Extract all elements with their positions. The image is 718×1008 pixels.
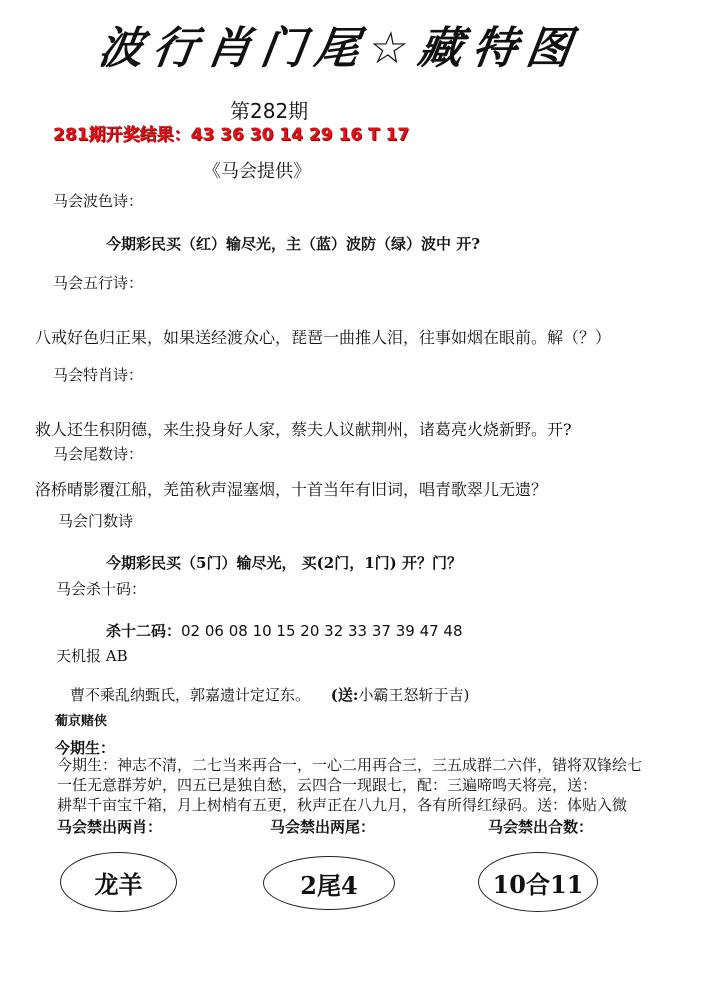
weishu-label: 马会尾数诗： <box>53 445 144 463</box>
puzhou-line-3: 耕犁千亩宝千箱，月上树梢有五更，秋声正在八九月，各有所得红绿码。送：体贴入微 <box>57 796 628 814</box>
puzhou-sub-label: 今期生： <box>55 739 116 757</box>
puzhou-line-1: 今期生：神志不清，二七当来再合一，一心二用再合三，三五成群二六伴，错将双锋绘七 <box>57 756 643 774</box>
texiao-line: 救人还生积阴德，来生投身好人家，蔡夫人议献荆州，诸葛亮火烧新野。开? <box>35 420 572 439</box>
bose-line: 今期彩民买（红）输尽光，主（蓝）波防（绿）波中 开? <box>106 235 481 253</box>
ban-label-tail: 马会禁出两尾： <box>270 818 376 836</box>
tianji-send-label: (送: <box>330 686 359 704</box>
page-title: 波行肖门尾☆藏特图 <box>95 23 585 74</box>
wuxing-line: 八戒好色归正果，如果送经渡众心，琵琶一曲推人泪，往事如烟在眼前。解（？） <box>35 328 612 347</box>
issue-number: 第282期 <box>230 99 309 123</box>
ban-value-sum-text: 10合11 <box>492 869 584 899</box>
bose-label: 马会波色诗： <box>53 192 144 210</box>
sha-line-label: 杀十二码： <box>106 622 182 640</box>
sha-numbers: 02 06 08 10 15 20 32 33 37 39 47 48 <box>181 622 463 640</box>
tianji-line-wrap <box>70 684 469 705</box>
tianji-line: 曹不乘乱纳甄氏，郭嘉遗计定辽东。 <box>70 686 311 704</box>
ban-value-zodiac <box>60 852 177 912</box>
puzhou-line-2: 一任无意群芳妒，四五已是独自愁，云四合一现跟七，配：三遍啼鸣天将亮，送： <box>57 776 598 794</box>
tianji-send-text: 小霸王怒斩于吉) <box>358 686 470 704</box>
ban-value-tail-text: 2尾4 <box>300 870 358 900</box>
wuxing-label: 马会五行诗： <box>53 274 144 292</box>
weishu-line: 洛桥晴影覆江船，羌笛秋声湿塞烟，十首当年有旧词，唱青歌翠儿无遗？ <box>35 480 548 499</box>
sha-label: 马会杀十码： <box>56 580 147 598</box>
ban-value-zodiac-text: 龙羊 <box>94 869 143 899</box>
menshu-label: 马会门数诗 <box>58 512 134 530</box>
puzhou-label: 葡京赌侠 <box>55 714 108 729</box>
tianji-label: 天机报 AB <box>56 647 128 665</box>
ban-label-zodiac: 马会禁出两肖： <box>57 818 163 836</box>
ban-value-sum <box>478 852 598 912</box>
menshu-line: 今期彩民买（5门）输尽光， 买(2门，1门) 开？门？ <box>106 554 462 572</box>
texiao-label: 马会特肖诗： <box>53 366 144 384</box>
provider-tag: 《马会提供》 <box>203 161 311 182</box>
ban-label-sum: 马会禁出合数： <box>488 818 594 836</box>
sha-line <box>106 620 463 641</box>
ban-value-tail <box>263 856 395 910</box>
lottery-result: 281期开奖结果：43 36 30 14 29 16 T 17 <box>53 125 410 145</box>
